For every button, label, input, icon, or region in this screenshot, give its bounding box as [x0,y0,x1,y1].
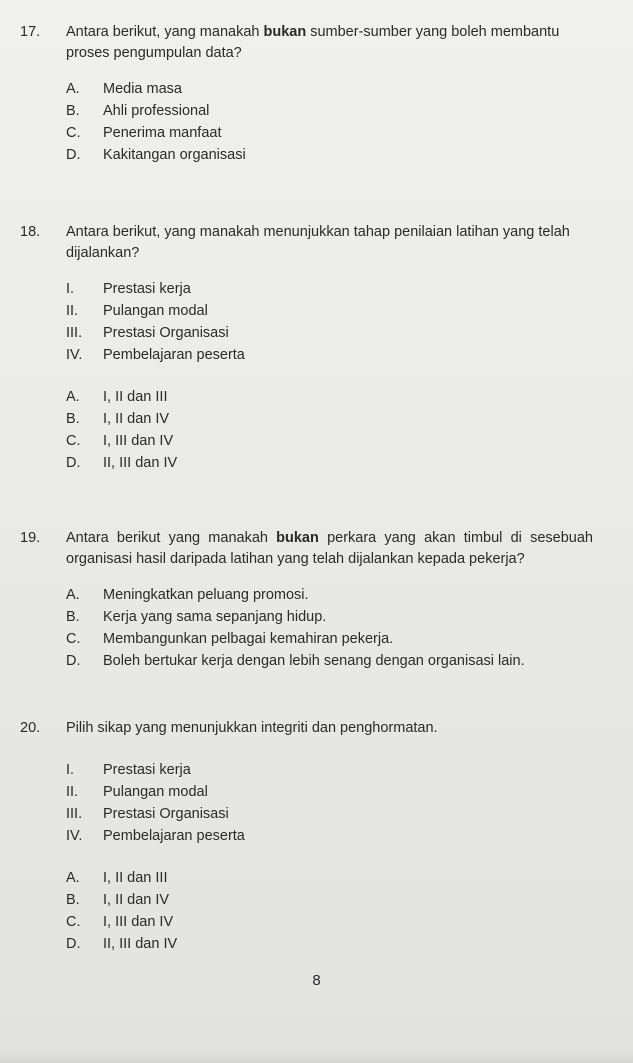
question-text [66,718,593,739]
statement-i [0,759,633,781]
statement-text: Pulangan modal [103,303,208,320]
answer-option-a [0,386,633,408]
question-number: 19. [20,530,41,546]
page-number: 8 [312,972,321,989]
option-label: C. [66,433,81,450]
statement-label: II. [66,303,79,320]
statement-label: IV. [66,347,83,364]
question-text [66,528,593,570]
question-stem [0,222,633,264]
answer-option-b [0,100,633,122]
option-text: I, II dan III [103,870,168,887]
statement-text: Pembelajaran peserta [103,347,245,364]
statement-label: I. [66,762,75,779]
answer-option-d [0,933,633,955]
option-text: I, III dan IV [103,433,174,450]
answer-option-c [0,430,633,452]
question-text [66,222,593,264]
answer-option-c [0,122,633,144]
answer-option-c [0,628,633,650]
option-label: A. [66,81,80,98]
statement-text: Pembelajaran peserta [103,828,245,845]
statement-text: Prestasi kerja [103,762,191,779]
statement-text: Pulangan modal [103,784,208,801]
answer-option-b [0,408,633,430]
answer-option-d [0,452,633,474]
option-text: Meningkatkan peluang promosi. [103,587,309,604]
option-label: B. [66,609,80,626]
statement-iv [0,344,633,366]
option-text: Boleh bertukar kerja dengan lebih senang dengan organisasi lain. [103,653,525,670]
option-label: D. [66,653,81,670]
question-18 [0,222,633,474]
answer-option-a [0,78,633,100]
question-stem [0,718,633,739]
answer-option-a [0,867,633,889]
statement-label: I. [66,281,75,298]
statement-text: Prestasi Organisasi [103,806,229,823]
question-number: 20. [20,720,41,736]
question-text-part: Antara berikut, yang manakah [66,24,264,40]
question-20 [0,718,633,955]
answer-option-a [0,584,633,606]
option-text: Kakitangan organisasi [103,147,246,164]
question-text-part: Antara berikut yang manakah [66,530,277,546]
statement-i [0,278,633,300]
answer-options [0,584,633,672]
option-label: B. [66,892,80,909]
statement-iii [0,322,633,344]
option-text: Ahli professional [103,103,210,120]
option-label: D. [66,147,81,164]
option-text: Penerima manfaat [103,125,222,142]
question-text-part: Pilih sikap yang menunjukkan integriti dan penghormatan. [66,720,438,736]
statement-label: II. [66,784,79,801]
option-text: I, II dan III [103,389,168,406]
answer-option-b [0,606,633,628]
answer-options [0,386,633,474]
statement-label: IV. [66,828,83,845]
question-number: 17. [20,24,41,40]
statement-list [0,278,633,366]
option-label: A. [66,870,80,887]
statement-text: Prestasi kerja [103,281,191,298]
answer-options [0,78,633,166]
option-text: Media masa [103,81,182,98]
statement-text: Prestasi Organisasi [103,325,229,342]
option-label: A. [66,587,80,604]
statement-list [0,759,633,847]
option-text: I, II dan IV [103,892,170,909]
question-number: 18. [20,224,41,240]
statement-label: III. [66,806,83,823]
answer-option-d [0,650,633,672]
option-label: C. [66,631,81,648]
option-label: D. [66,936,81,953]
option-text: II, III dan IV [103,936,178,953]
option-label: A. [66,389,80,406]
option-text: II, III dan IV [103,455,178,472]
answer-option-d [0,144,633,166]
answer-option-b [0,889,633,911]
question-stem [0,22,633,64]
option-label: C. [66,125,81,142]
question-text-part: Antara berikut, yang manakah menunjukkan tahap penilaian latihan yang telah dijalankan? [66,224,570,262]
option-label: D. [66,455,81,472]
answer-option-c [0,911,633,933]
answer-options [0,867,633,955]
statement-ii [0,781,633,803]
statement-ii [0,300,633,322]
question-text-emphasis: bukan [263,24,307,40]
statement-label: III. [66,325,83,342]
statement-iv [0,825,633,847]
question-text-part: perkara yang akan timbul di sesebuah organisasi hasil daripada latihan yang telah dijalankan kepada pekerja? [66,530,593,568]
statement-iii [0,803,633,825]
option-label: C. [66,914,81,931]
option-text: Membangunkan pelbagai kemahiran pekerja. [103,631,394,648]
option-text: I, III dan IV [103,914,174,931]
option-text: I, II dan IV [103,411,170,428]
option-text: Kerja yang sama sepanjang hidup. [103,609,327,626]
option-label: B. [66,411,80,428]
question-19 [0,528,633,672]
option-label: B. [66,103,80,120]
question-text [66,22,593,64]
question-stem [0,528,633,570]
question-text-part: sumber-sumber yang boleh membantu proses pengumpulan data? [66,24,560,62]
question-text-emphasis: bukan [276,530,319,546]
question-17 [0,22,633,166]
